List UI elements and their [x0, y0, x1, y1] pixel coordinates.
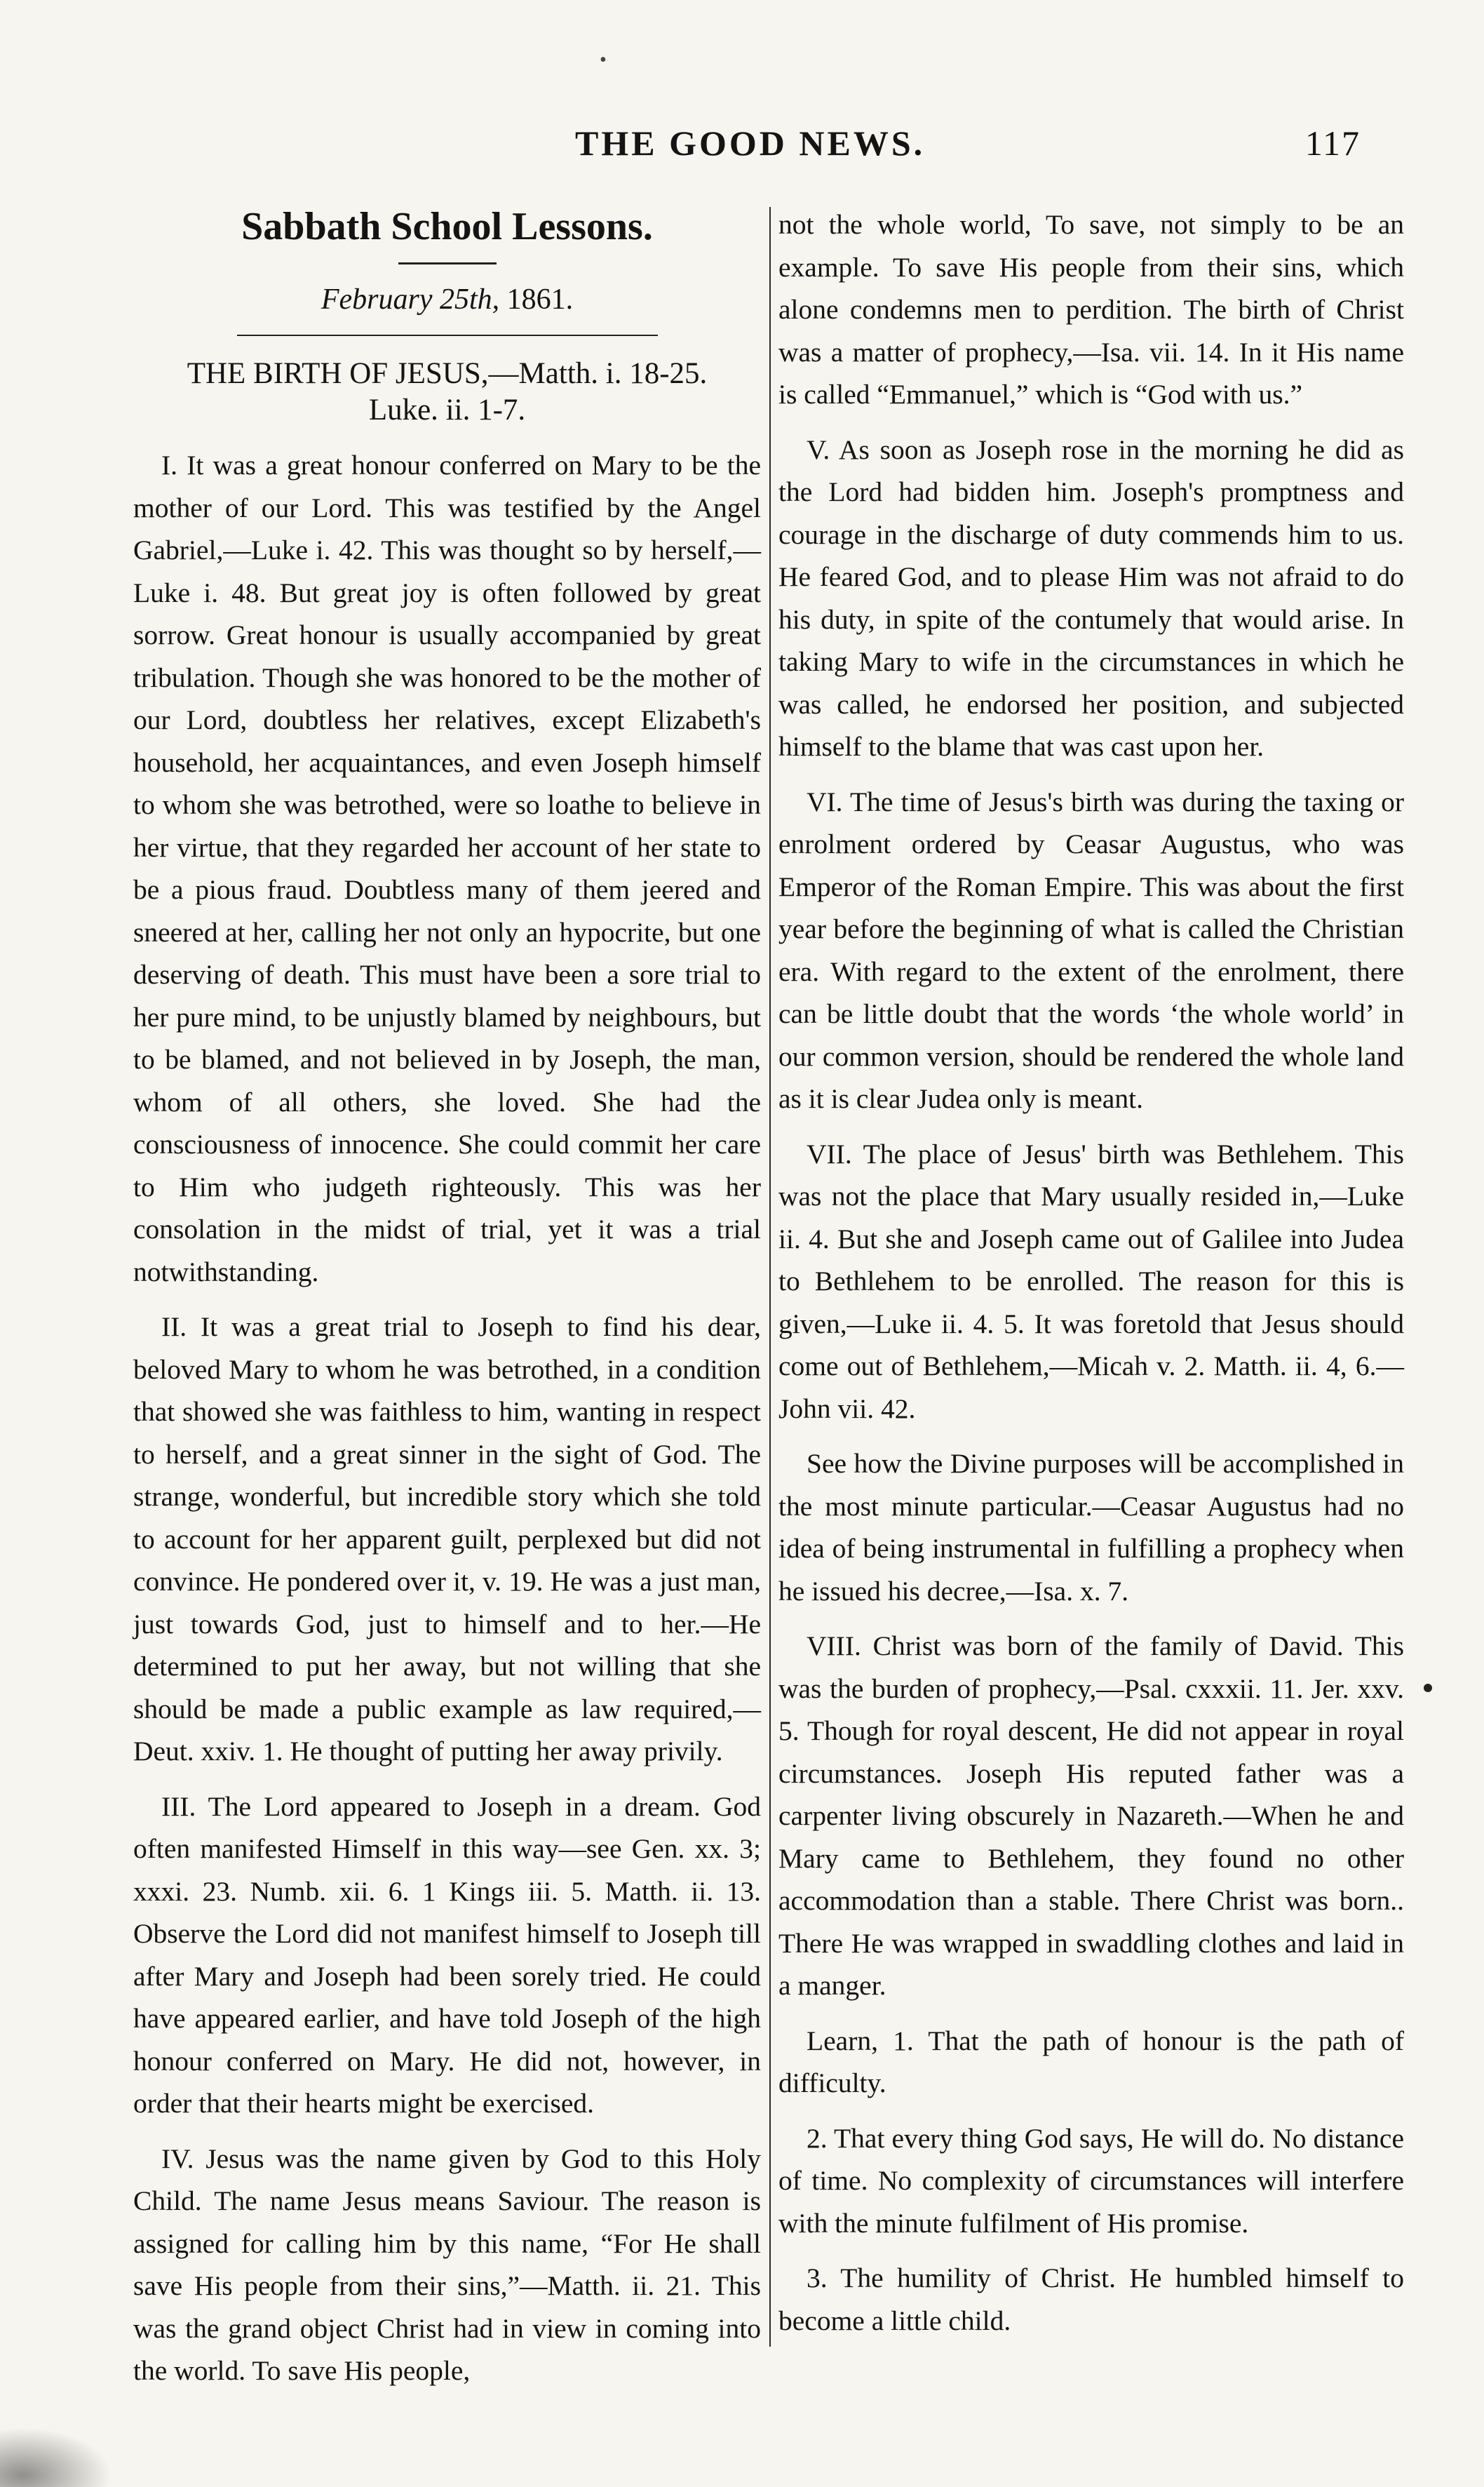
- paragraph-6: VI. The time of Jesus's birth was during the taxing or enrolment ordered by Ceasar Augustus, who was Emperor of the Roman Empire. This was about the first year before the beginning of what is called the Christian era. With regard to the extent of the enrolment, there can be little doubt that the words ‘the whole world’ in our common version, should be rendered the whole land as it is clear Judea only is meant.: [778, 786, 1404, 1114]
- left-column: [133, 203, 761, 2405]
- lesson-date-month-day: February 25th,: [321, 283, 500, 316]
- lesson-heading: [133, 356, 761, 429]
- date-rule: [237, 335, 658, 336]
- page-number: 117: [1304, 123, 1361, 163]
- lesson-learn-2: 2. That every thing God says, He will do. No distance of time. No complexity of circumstances will interfere with the minute fulfilment of His promise.: [778, 2122, 1404, 2239]
- paragraph-7: VII. The place of Jesus' birth was Bethlehem. This was not the place that Mary usually resided in,—Luke ii. 4. But she and Joseph came out of Galilee into Judea to Bethlehem to be enrolled. The reason for this is given,—Luke ii. 4. 5. It was foretold that Jesus should come out of Bethlehem,—Micah v. 2. Matth. ii. 4, 6.—John vii. 42.: [778, 1138, 1404, 1424]
- lesson-heading-line1: THE BIRTH OF JESUS,—Matth. i. 18-25.: [187, 357, 708, 390]
- lesson-date-year: 1861.: [506, 283, 574, 316]
- section-title: Sabbath School Lessons.: [241, 205, 653, 248]
- paragraph-4: IV. Jesus was the name given by God to this Holy Child. The name Jesus means Saviour. The reason is assigned for calling him by this name, “For He shall save His people from their sins,”—Matth. ii. 21. This was the grand object Christ had in view in coming into the world. To save His people,: [133, 2143, 761, 2386]
- page-stain: [0, 2427, 112, 2487]
- right-column: [778, 203, 1404, 2354]
- running-title: THE GOOD NEWS.: [575, 123, 926, 163]
- paragraph-5: V. As soon as Joseph rose in the morning he did as the Lord had bidden him. Joseph's promptness and courage in the discharge of duty commends him to us. He feared God, and to please Him was not afraid to do his duty, in spite of the contumely that would arise. In taking Mary to wife in the circumstances in which he was called, he endorsed her position, and subjected himself to the blame that was cast upon her.: [778, 434, 1404, 762]
- print-speck: •: [600, 49, 607, 71]
- paragraph-8: VIII. Christ was born of the family of David. This was the burden of prophecy,—Psal. cxxxii. 11. Jer. xxv. 5. Though for royal descent, He did not appear in royal circumstances. Joseph His reputed father was a carpenter living obscurely in Nazareth.—When he and Mary came to Bethlehem, they found no other accommodation than a stable. There Christ was born.. There He was wrapped in swaddling clothes and laid in a manger.: [778, 1630, 1404, 2001]
- paragraph-3: III. The Lord appeared to Joseph in a dream. God often manifested Himself in this way—see Gen. xx. 3; xxxi. 23. Numb. xii. 6. 1 Kings iii. 5. Matth. ii. 13. Observe the Lord did not manifest himself to Joseph till after Mary and Joseph had been sorely tried. He could have appeared earlier, and have told Joseph of the high honour conferred on Mary. He did not, however, in order that their hearts might be exercised.: [133, 1790, 761, 2119]
- title-rule: [398, 262, 497, 264]
- lesson-learn-1: Learn, 1. That the path of honour is the path of difficulty.: [778, 2025, 1404, 2098]
- page-header: [575, 123, 1361, 172]
- lesson-heading-line2: Luke. ii. 1-7.: [368, 394, 526, 427]
- column-divider: [769, 207, 771, 2347]
- lesson-date: [133, 280, 761, 319]
- ink-dot: [1424, 1684, 1432, 1692]
- lesson-learn-3: 3. The humility of Christ. He humbled himself to become a little child.: [778, 2263, 1404, 2336]
- paragraph-1: I. It was a great honour conferred on Mary to be the mother of our Lord. This was testified by the Angel Gabriel,—Luke i. 42. This was thought so by herself,—Luke i. 48. But great joy is often followed by great sorrow. Great honour is usually accompanied by great tribulation. Though she was honored to be the mother of our Lord, doubtless her relatives, except Elizabeth's household, her acquaintances, and even Joseph himself to whom she was betrothed, were so loathe to believe in her virtue, that they regarded her account of her state to be a pious fraud. Doubtless many of them jeered and sneered at her, calling her not only an hypocrite, but one deserving of death. This must have been a sore trial to her pure mind, to be unjustly blamed by neighbours, but to be blamed, and not believed in by Joseph, the man, whom of all others, she loved. She had the consciousness of innocence. She could commit her care to Him who judgeth righteously. This was her consolation in the midst of trial, yet it was a trial notwithstanding.: [133, 450, 761, 1287]
- paragraph-continued: not the whole world, To save, not simply to be an example. To save His people from their sins, which alone condemns men to perdition. The birth of Christ was a matter of prophecy,—Isa. vii. 14. In it His name is called “Emmanuel,” which is “God with us.”: [778, 209, 1404, 410]
- paragraph-2: II. It was a great trial to Joseph to find his dear, beloved Mary to whom he was betrothed, in a condition that showed she was faithless to him, wanting in respect to herself, and a great sinner in the sight of God. The strange, wonderful, but incredible story which she told to account for her apparent guilt, perplexed but did not convince. He pondered over it, v. 19. He was a just man, just towards God, just to himself and to her.—He determined to put her away, but not willing that she should be made a public example as law required,—Deut. xxiv. 1. He thought of putting her away privily.: [133, 1311, 761, 1767]
- paragraph-note: See how the Divine purposes will be accomplished in the most minute particular.—Ceasar Augustus had no idea of being instrumental in fulfilling a prophecy when he issued his decree,—Isa. x. 7.: [778, 1448, 1404, 1607]
